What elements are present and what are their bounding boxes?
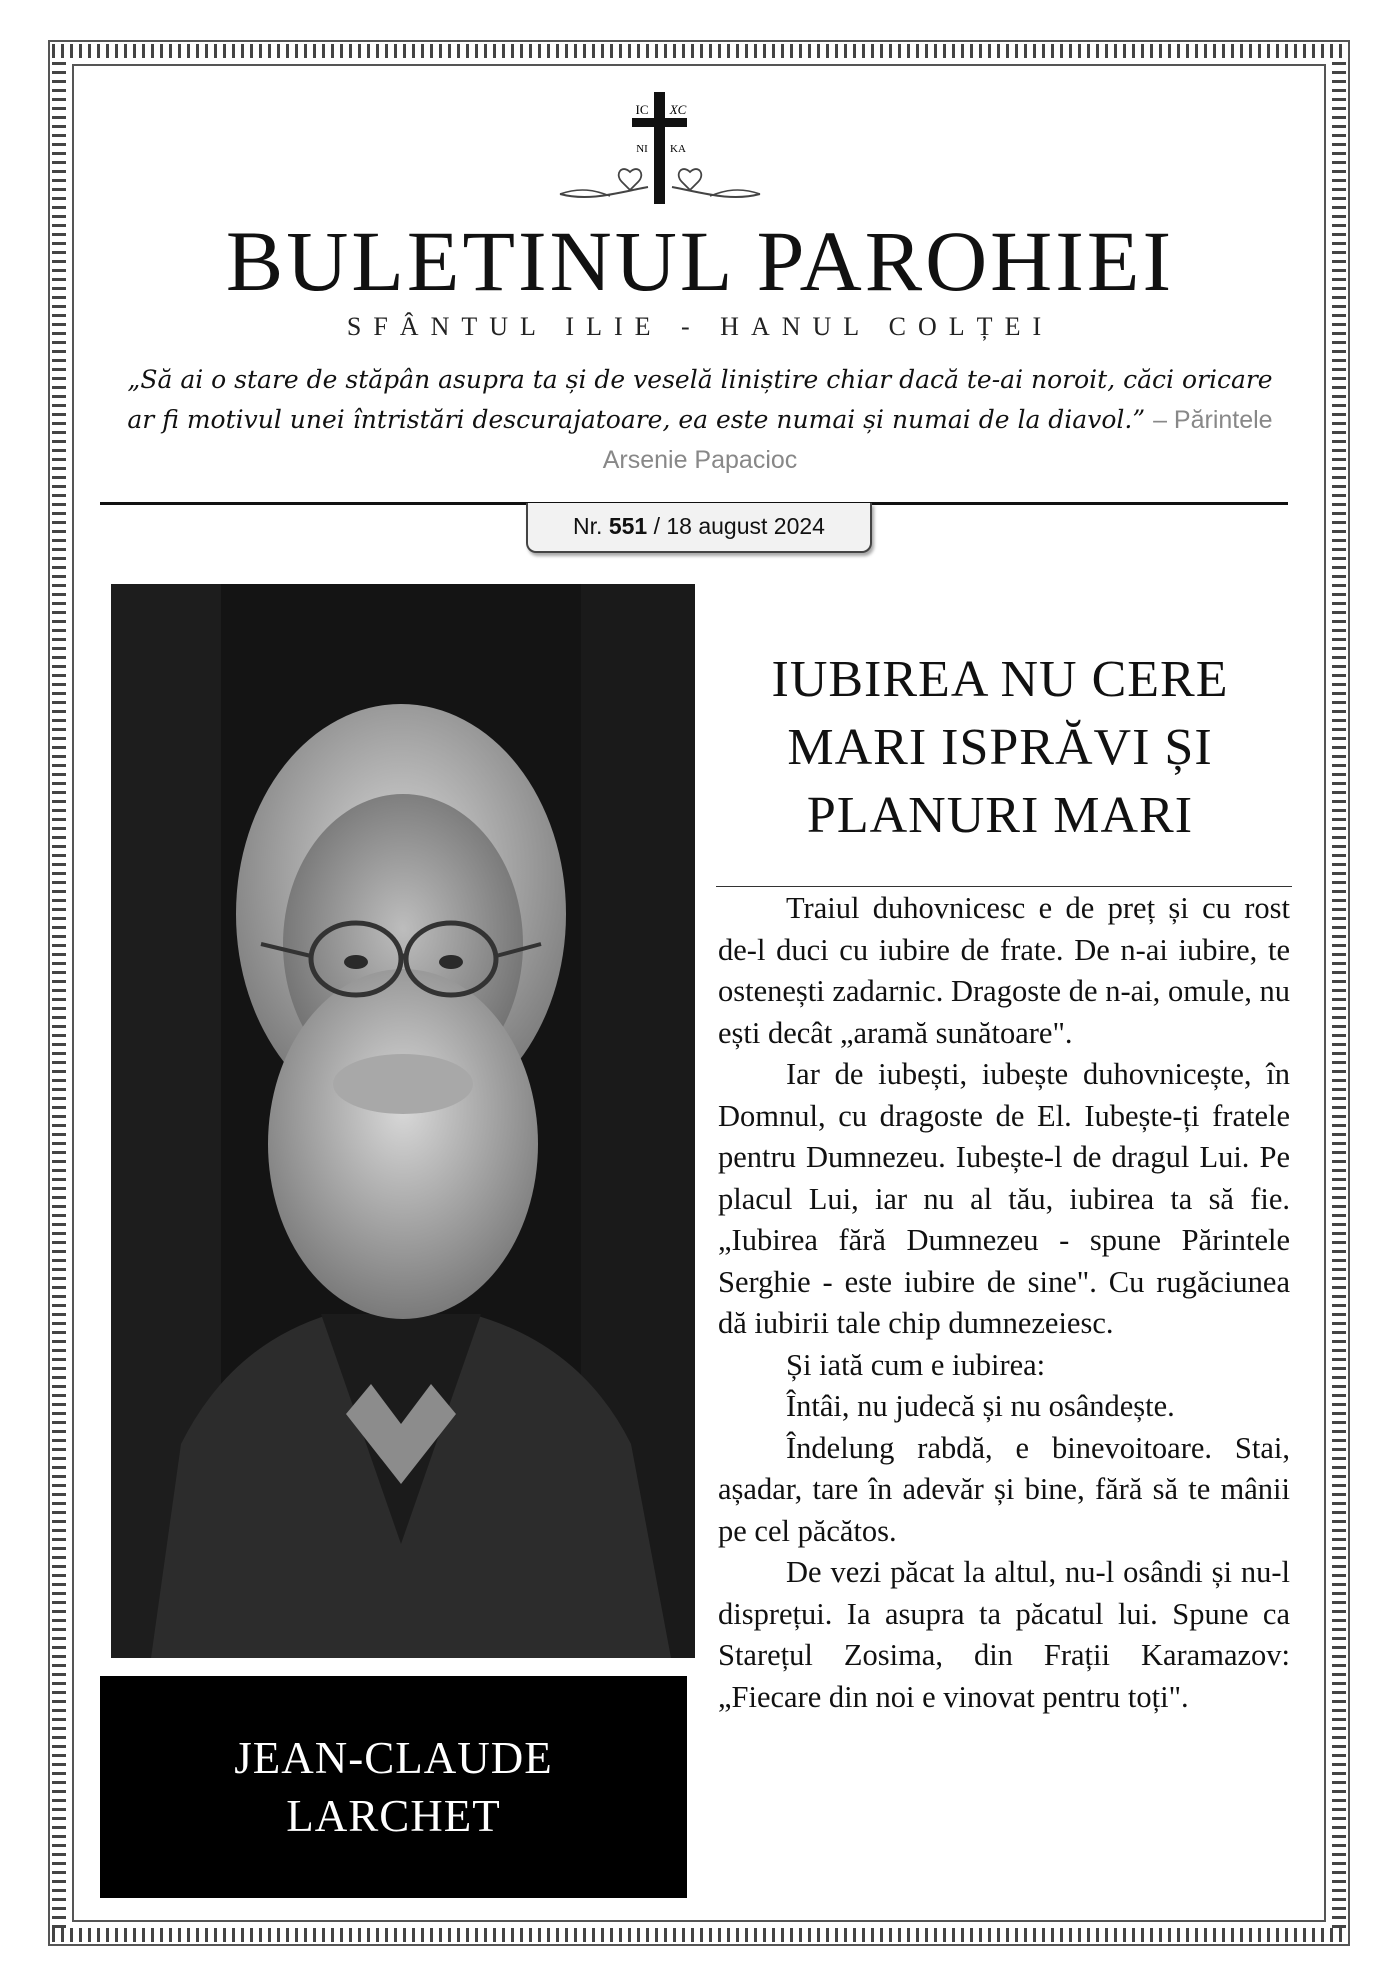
quote-author: – Părintele Arsenie Papacioc	[602, 406, 1273, 474]
article-body	[718, 888, 1290, 1718]
article-paragraph: Iar de iubești, iubește duhovnicește, în Domnul, cu dragoste de El. Iubește-ți fratele pentru Dumnezeu. Iubește-l de dragul Lui. Pe placul Lui, iar nu al tău, iubirea ta să fie. „Iubirea fără Dumnezeu - spune Părintele Serghie - este iubire de sine". Cu rugăciunea dă iubirii tale chip dumnezeiesc.	[718, 1057, 1290, 1340]
quote-text: „Să ai o stare de stăpân asupra ta și de veselă liniștire chiar dacă te-ai noroit, căci oricare ar fi motivul unei întristări descurajatoare, ea este numai și numai de la diavol.”	[127, 365, 1273, 434]
issue-date: / 18 august 2024	[653, 513, 825, 539]
emblem-xc: XC	[669, 102, 687, 117]
article-paragraph: Îndelung rabdă, e binevoitoare. Stai, așadar, tare în adevăr și bine, fără să te mânii pe cel păcătos.	[718, 1430, 1290, 1548]
cross-emblem-icon	[550, 92, 770, 212]
article-paragraph: Traiul duhovnicesc e de preț și cu rost de-l duci cu iubire de frate. De n-ai iubire, te ostenești zadarnic. Dragoste de n-ai, omule, nu ești decât „aramă sunătoare".	[718, 891, 1290, 1050]
article-paragraph: De vezi păcat la altul, nu-l osândi și nu-l disprețui. Ia asupra ta păcatul lui. Spune ca Starețul Zosima, din Frații Karamazov: „Fiecare din noi e vinovat pentru toți".	[718, 1555, 1290, 1714]
article-paragraph: Și iată cum e iubirea:	[786, 1347, 1046, 1382]
caption-name-line2: LARCHET	[286, 1791, 501, 1841]
article-divider	[716, 886, 1292, 887]
issue-tab	[526, 503, 872, 553]
emblem-ka: KA	[670, 143, 686, 155]
emblem-ni: NI	[636, 143, 648, 155]
caption-name-line1: JEAN-CLAUDE	[234, 1733, 553, 1783]
parish-subtitle: SFÂNTUL ILIE - HANUL COLȚEI	[346, 312, 1054, 341]
issue-number: 551	[608, 513, 648, 539]
article-title: IUBIREA NU CERE MARI ISPRĂVI ȘI PLANURI MARI	[771, 651, 1229, 844]
portrait-photo	[111, 584, 695, 1658]
bulletin-title: BULETINUL PAROHIEI	[225, 213, 1175, 309]
portrait-caption	[100, 1676, 687, 1898]
issue-prefix: Nr.	[573, 513, 603, 539]
header-quote	[120, 360, 1280, 480]
emblem-ic: IC	[635, 102, 649, 117]
article-paragraph: Întâi, nu judecă și nu osândește.	[786, 1389, 1175, 1423]
